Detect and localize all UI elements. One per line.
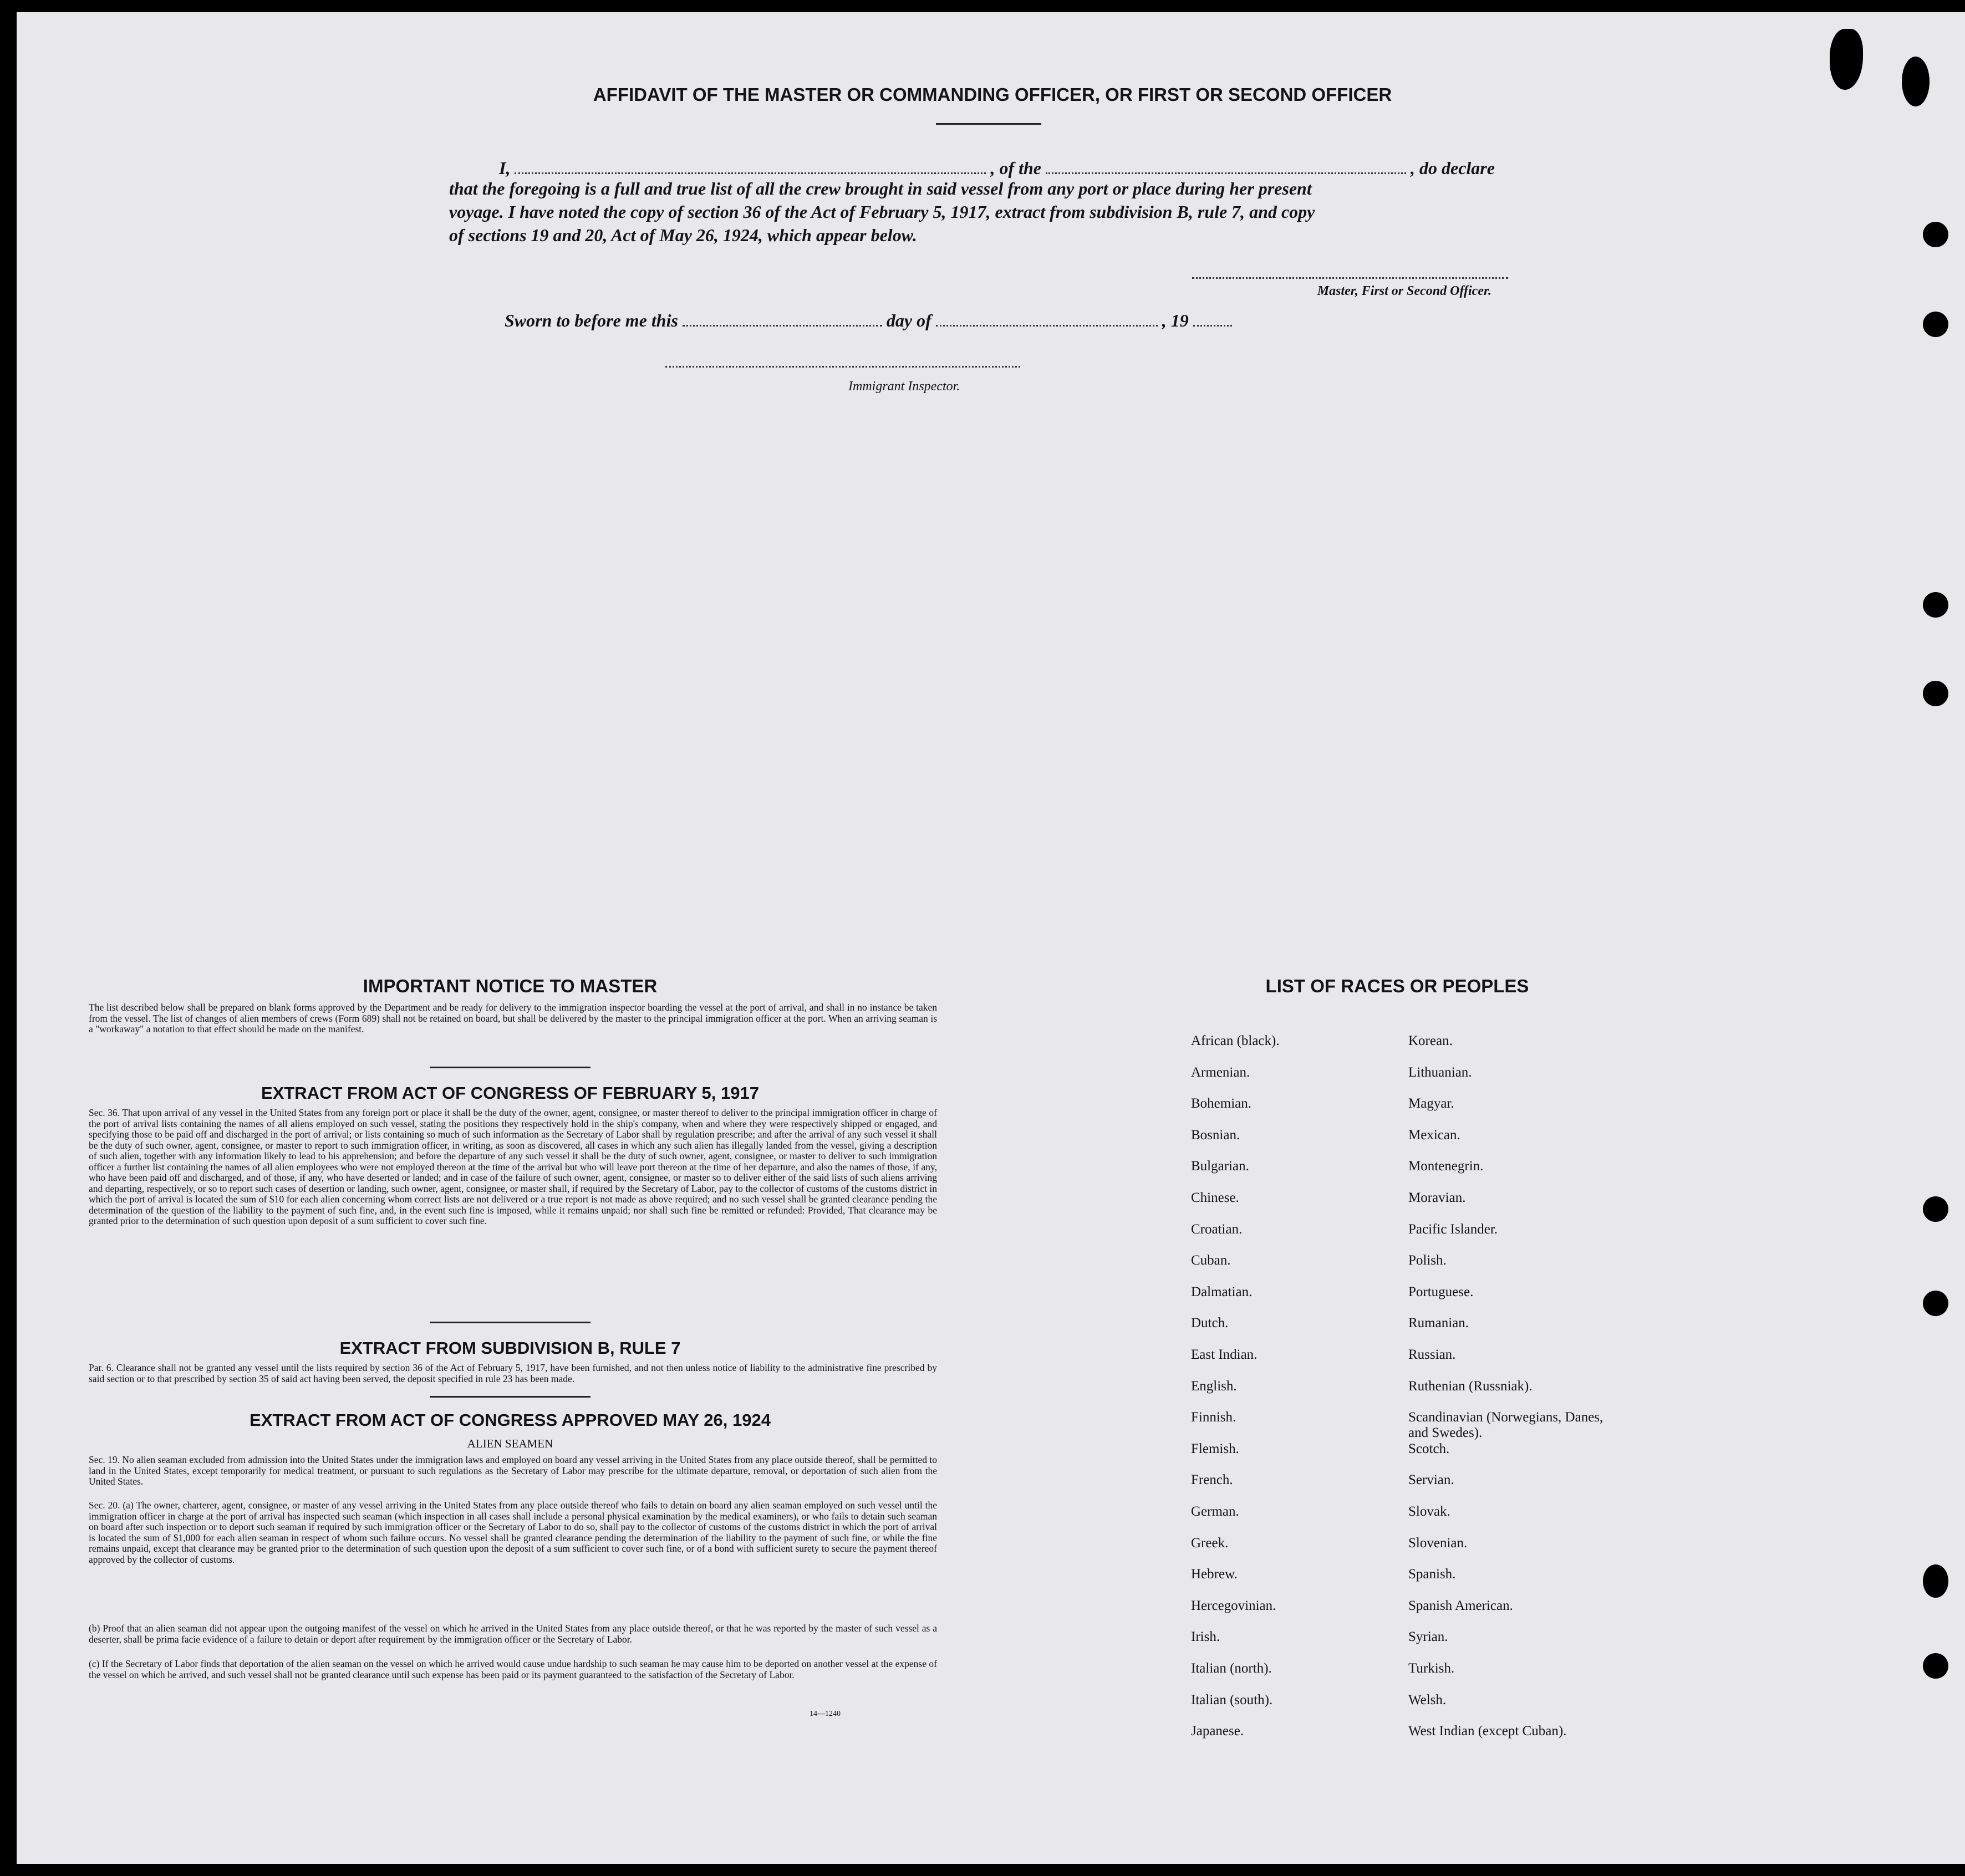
race-item: Dalmatian. bbox=[1191, 1284, 1253, 1299]
race-item: Rumanian. bbox=[1408, 1316, 1469, 1331]
inspector-label: Immigrant Inspector. bbox=[848, 379, 960, 394]
race-item: Bulgarian. bbox=[1191, 1159, 1249, 1174]
sworn-day-blank[interactable] bbox=[683, 306, 882, 327]
affidavit-line-2: that the foregoing is a full and true list of all the crew brought in said vessel from any port or place during her present bbox=[449, 179, 1312, 198]
sworn-year-blank[interactable] bbox=[1193, 306, 1232, 327]
race-item: Chinese. bbox=[1191, 1190, 1239, 1205]
affidavit-line-4: of sections 19 and 20, Act of May 26, 1924, which appear below. bbox=[449, 225, 917, 245]
race-item: Slovak. bbox=[1408, 1504, 1450, 1519]
race-item: Scotch. bbox=[1408, 1441, 1450, 1456]
affidavit-title: AFFIDAVIT OF THE MASTER OR COMMANDING OFFICER, OR FIRST OR SECOND OFFICER bbox=[593, 84, 1392, 105]
race-item: Syrian. bbox=[1408, 1629, 1448, 1645]
affidavit-divider bbox=[936, 123, 1041, 125]
race-item: Flemish. bbox=[1191, 1441, 1239, 1456]
punch-hole-8 bbox=[1923, 1653, 1948, 1679]
race-item: Welsh. bbox=[1408, 1692, 1447, 1707]
corner-mark-2 bbox=[1902, 57, 1930, 106]
race-item: Italian (north). bbox=[1191, 1661, 1272, 1676]
affidavit-line-1 bbox=[499, 154, 1552, 180]
race-item: German. bbox=[1191, 1504, 1239, 1519]
race-item: Mexican. bbox=[1408, 1127, 1460, 1143]
race-item: Turkish. bbox=[1408, 1661, 1455, 1676]
race-item: Irish. bbox=[1191, 1629, 1220, 1645]
race-item: Spanish. bbox=[1408, 1567, 1456, 1582]
extract-1917-title: EXTRACT FROM ACT OF CONGRESS OF FEBRUARY 5, 1917 bbox=[261, 1083, 759, 1103]
notice-divider bbox=[430, 1067, 590, 1068]
race-item: Finnish. bbox=[1191, 1410, 1236, 1425]
extract-1924-sec19: Sec. 19. No alien seaman excluded from admission into the United States under the immigration laws and employed on board any vessel arriving in the United States from any place outside thereof, shall be permitted to land in the United States, except temporarily for medical treatment, or pursuant to such regulations as the Secretary of Labor may prescribe for the ultimate departure, removal, or deportation of such alien from the United States. bbox=[89, 1454, 937, 1487]
sworn-text: Sworn to before me this bbox=[505, 310, 678, 330]
punch-hole-4 bbox=[1923, 681, 1948, 706]
race-item: French. bbox=[1191, 1472, 1233, 1488]
notice-body: The list described below shall be prepared on blank forms approved by the Department and be ready for delivery to the immigration inspector boarding the vessel at the port of arrival, and shall in no instance be taken from the vessel. The list of changes of alien members of crews (Form 689) shall not be retained on board, but shall be delivered by the master to the principal immigration officer at the port. When an arriving seaman is a "workaway" a notation to that effect should be made on the manifest. bbox=[89, 1002, 937, 1034]
rule7-divider bbox=[430, 1396, 590, 1398]
race-item: Lithuanian. bbox=[1408, 1064, 1472, 1080]
race-item: Magyar. bbox=[1408, 1096, 1454, 1112]
race-item: Bohemian. bbox=[1191, 1096, 1252, 1112]
extract-1924-sec20a: Sec. 20. (a) The owner, charterer, agent, consignee, or master of any vessel arriving in the United States from any place outside thereof who fails to detain on board any alien seaman employed on such vessel until the immigration officer in charge at the port of arrival has inspected such seaman (which inspection in all cases shall include a personal physical examination by the medical examiners), or who fails to detain such seaman on board after such inspection or to deport such seaman if required by such immigration officer or the Secretary of Labor to do so, shall pay to the collector of customs of the customs district in which the port of arrival is located the sum of $1,000 for each alien seaman in respect of whom such failure occurs. No vessel shall be granted clearance pending the determination of the liability to the payment of such fine, or while the fine remains unpaid, except that clearance may be granted prior to the determination of such question upon the deposit of a sum sufficient to cover such fine, or of a bond with sufficient surety to secure the payment thereof approved by the collector of customs. bbox=[89, 1500, 937, 1565]
punch-hole-1 bbox=[1923, 222, 1948, 247]
race-item: Japanese. bbox=[1191, 1724, 1244, 1739]
race-item: Ruthenian (Russniak). bbox=[1408, 1378, 1533, 1394]
year-text: , 19 bbox=[1162, 310, 1189, 330]
extract-1917-body: Sec. 36. That upon arrival of any vessel in the United States from any foreign port or place it shall be the duty of the owner, agent, consignee, or master thereof to deliver to the principal immigration officer in charge of the port of arrival lists containing the names of all aliens employed on such vessel, stating the positions they respectively hold in the ship's company, when and where they were respectively shipped or engaged, and specifying those to be paid off and discharged in the port of arrival; or lists containing so much of such information as the Secretary of Labor shall by regulation prescribe; and after the arrival of any such vessel it shall be the duty of such owner, agent, consignee, or master to report to such immigration officer, in writing, as soon as discovered, all cases in which any such alien has illegally landed from the vessel, giving a description of such alien, together with any information likely to lead to his apprehension; and before the departure of any such vessel it shall be the duty of such owner, agent, consignee, or master to deliver to such immigration officer a further list containing the names of all alien employees who were not employed thereon at the time of the arrival but who will leave port thereon at the time of her departure, and also the names of those, if any, who have been paid off and discharged, and of those, if any, who have deserted or landed; and in case of the failure of such owner, agent, consignee, or master so to deliver either of the said lists of such aliens arriving and departing, respectively, or so to report such cases of desertion or landing, such owner, agent, consignee, or master shall, if required by the Secretary of Labor, pay to the collector of customs of the customs district in which the port of arrival is located the sum of $10 for each alien concerning whom correct lists are not delivered or a true report is not made as above required; and no such vessel shall be granted clearance pending the determination of the question of the liability to the payment of such fine, and, in the event such fine is imposed, while it remains unpaid; nor shall such fine be remitted or refunded: Provided, That clearance may be granted prior to the determination of such question upon deposit of a sum sufficient to cover such fine. bbox=[89, 1107, 937, 1226]
race-item: Moravian. bbox=[1408, 1190, 1466, 1205]
affidavit-of-the: , of the bbox=[990, 158, 1041, 178]
master-signature-line[interactable] bbox=[1192, 277, 1508, 279]
extract-1924-sec20b: (b) Proof that an alien seaman did not appear upon the outgoing manifest of the vessel on which he arrived in the United States from any place outside thereof, or that he was reported by the master of such vessel as a deserter, shall be prima facie evidence of a failure to detain or deport after requirement by the immigration officer or the Secretary of Labor. bbox=[89, 1623, 937, 1645]
race-item: Italian (south). bbox=[1191, 1692, 1273, 1707]
race-item: Dutch. bbox=[1191, 1316, 1229, 1331]
race-item: Spanish American. bbox=[1408, 1598, 1513, 1613]
race-item: Bosnian. bbox=[1191, 1127, 1240, 1143]
race-item: Cuban. bbox=[1191, 1253, 1231, 1268]
race-item: Croatian. bbox=[1191, 1221, 1243, 1237]
affidavit-line-3: voyage. I have noted the copy of section 36 of the Act of February 5, 1917, extract from subdivision B, rule 7, and copy bbox=[449, 202, 1315, 222]
race-item: Hercegovinian. bbox=[1191, 1598, 1276, 1613]
alien-seamen-subtitle: ALIEN SEAMEN bbox=[467, 1437, 553, 1450]
race-item: Scandinavian (Norwegians, Danes, and Swedes). bbox=[1408, 1410, 1603, 1441]
punch-hole-3 bbox=[1923, 592, 1948, 618]
race-item: Servian. bbox=[1408, 1472, 1454, 1488]
race-item: Korean. bbox=[1408, 1033, 1453, 1048]
race-item: Greek. bbox=[1191, 1535, 1229, 1551]
race-item: English. bbox=[1191, 1378, 1237, 1394]
rule7-title: EXTRACT FROM SUBDIVISION B, RULE 7 bbox=[339, 1338, 681, 1358]
sworn-line bbox=[505, 306, 1336, 332]
punch-hole-7 bbox=[1923, 1564, 1948, 1598]
race-item: East Indian. bbox=[1191, 1347, 1258, 1362]
extract-1924-title: EXTRACT FROM ACT OF CONGRESS APPROVED MAY 26, 1924 bbox=[250, 1410, 771, 1430]
corner-mark bbox=[1830, 29, 1863, 90]
extract-1924-sec20c: (c) If the Secretary of Labor finds that deportation of the alien seaman on the vessel on which he arrived would cause undue hardship to such seaman he may cause him to be deported on another vessel at the expense of the vessel on which he arrived, and such vessel shall not be granted clearance until such expense has been paid or its payment guaranteed to the satisfaction of the Secretary of Labor. bbox=[89, 1658, 937, 1680]
extract-1917-divider bbox=[430, 1322, 590, 1323]
punch-hole-5 bbox=[1923, 1196, 1948, 1222]
race-item: Portuguese. bbox=[1408, 1284, 1474, 1299]
document-page bbox=[17, 12, 1965, 1864]
race-item: Slovenian. bbox=[1408, 1535, 1468, 1551]
inspector-signature-line[interactable] bbox=[665, 366, 1020, 368]
race-item: Polish. bbox=[1408, 1253, 1447, 1268]
vessel-blank[interactable] bbox=[1046, 154, 1406, 174]
race-item: Montenegrin. bbox=[1408, 1159, 1484, 1174]
rule7-body: Par. 6. Clearance shall not be granted any vessel until the lists required by section 36 of the Act of February 5, 1917, have been furnished, and not then unless notice of liability to the administrative fine prescribed by said section or to that prescribed by section 35 of said act having been served, the deposit specified in rule 23 has been made. bbox=[89, 1362, 937, 1384]
affidavit-do-declare: , do declare bbox=[1411, 158, 1495, 178]
punch-hole-2 bbox=[1923, 312, 1948, 337]
form-number: 14—1240 bbox=[810, 1710, 841, 1718]
race-item: African (black). bbox=[1191, 1033, 1280, 1048]
sworn-month-blank[interactable] bbox=[936, 306, 1158, 327]
name-blank[interactable] bbox=[515, 154, 986, 174]
affidavit-i: I, bbox=[499, 158, 511, 178]
race-item: Hebrew. bbox=[1191, 1567, 1238, 1582]
day-of-text: day of bbox=[886, 310, 931, 330]
notice-title: IMPORTANT NOTICE TO MASTER bbox=[363, 976, 658, 996]
race-item: Russian. bbox=[1408, 1347, 1456, 1362]
race-item: Pacific Islander. bbox=[1408, 1221, 1498, 1237]
races-title: LIST OF RACES OR PEOPLES bbox=[1265, 976, 1529, 996]
race-item: West Indian (except Cuban). bbox=[1408, 1724, 1567, 1739]
race-item: Armenian. bbox=[1191, 1064, 1250, 1080]
master-signature-label: Master, First or Second Officer. bbox=[1317, 284, 1491, 298]
punch-hole-6 bbox=[1923, 1291, 1948, 1316]
